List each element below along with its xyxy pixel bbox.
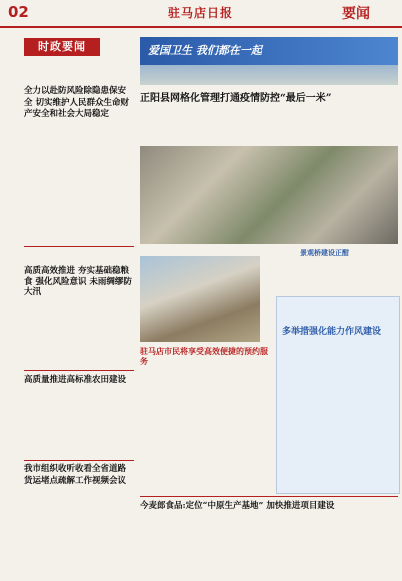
photo-caption: 景观桥建设正酣	[300, 248, 349, 257]
column-banner: 时政要闻	[24, 38, 100, 56]
bottom-headline: 今麦郎食品:定位“中原生产基地” 加快推进项目建设	[140, 501, 335, 511]
construction-photo	[140, 256, 260, 342]
article1-kicker	[24, 62, 134, 84]
section-title: 要闻	[342, 6, 370, 22]
sidebox-body	[282, 338, 392, 488]
divider	[24, 246, 134, 247]
banner-photo	[140, 65, 398, 85]
article4-headline: 我市组织收听收看全省道路货运堵点疏解工作视频会议	[24, 464, 127, 486]
page-number: 02	[8, 3, 29, 21]
article1-headline: 全力以赴防风险除隐患保安全 切实维护人民群众生命财产安全和社会大局稳定	[24, 86, 129, 119]
article3-headline: 高质量推进高标准农田建设	[24, 375, 127, 385]
newspaper-logo: 驻马店日报	[168, 6, 234, 20]
article2-headline: 高质高效推进 夯实基础稳粮食 强化风险意识 未雨绸缪防大汛	[24, 266, 132, 297]
divider	[140, 496, 398, 497]
lead-headline: 正阳县网格化管理打通疫情防控“最后一米”	[140, 93, 332, 104]
article3-body	[24, 390, 134, 456]
article2-body	[24, 300, 134, 366]
sub-kicker	[140, 359, 274, 367]
aerial-photo	[140, 146, 398, 244]
sub-headline: 驻马店市民将享受高效便捷的预约服务	[140, 346, 268, 366]
topic-banner: 爱国卫生 我们都在一起	[140, 37, 398, 65]
lead-body	[140, 108, 398, 144]
article2-kicker	[24, 250, 134, 264]
article1-body	[24, 146, 134, 242]
sub-body	[140, 368, 274, 492]
divider	[24, 460, 134, 461]
article4-body	[24, 504, 134, 576]
divider	[24, 370, 134, 371]
sidebox-title: 多举措强化能力作风建设	[282, 327, 382, 337]
bottom-body	[140, 514, 398, 578]
